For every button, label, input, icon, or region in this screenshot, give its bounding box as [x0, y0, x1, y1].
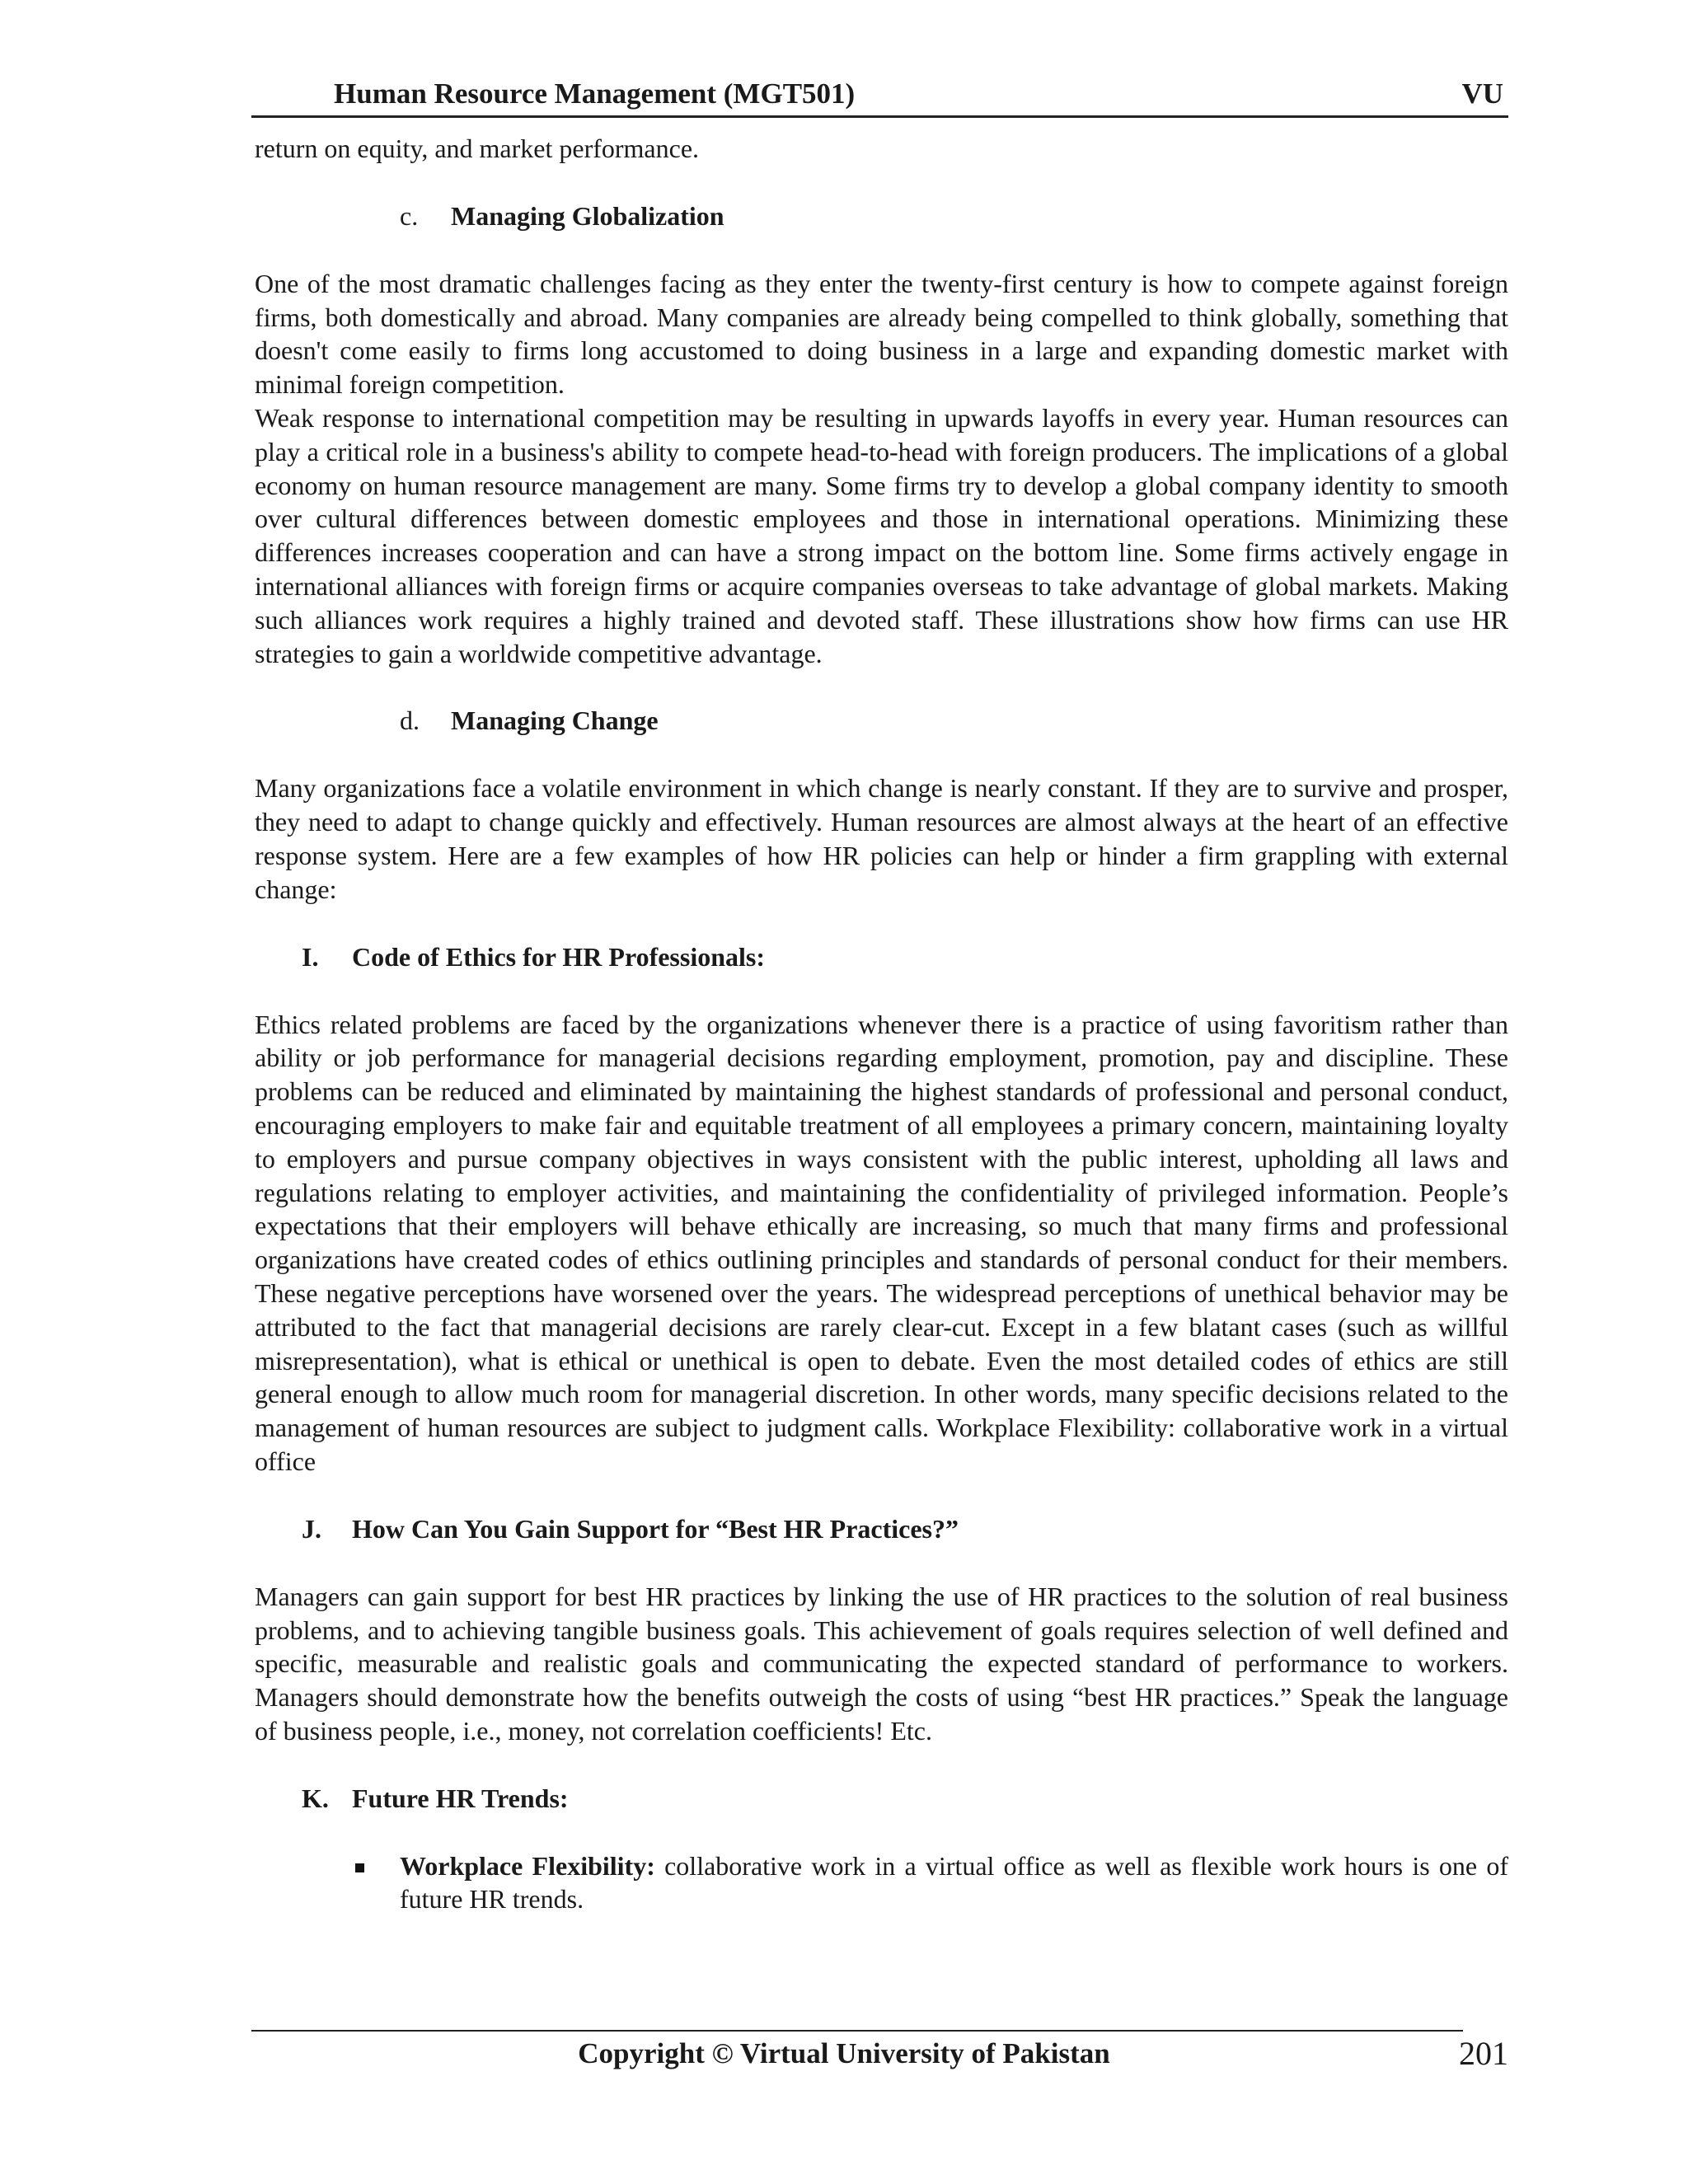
header-institution: VU [1461, 77, 1503, 110]
section-i-title: Code of Ethics for HR Professionals: [352, 941, 766, 972]
section-k-title: Future HR Trends: [352, 1783, 569, 1813]
bullet-label: Workplace Flexibility: [400, 1850, 655, 1881]
section-i-paragraph-1: Ethics related problems are faced by the organizations whenever there is a practice of using favoritism rather than ability or job performance for managerial decisions regarding employment, promotion, pay and discipline. These problems can be reduced and eliminated by maintaining the highest standards of professional and personal conduct, encouraging employers to make fair and equitable treatment of all employees a primary concern, maintaining loyalty to employers and pursue company objectives in ways consistent with the public interest, upholding all laws and regulations relating to employer activities, and maintaining the confidentiality of privileged information. People’s expectations that their employers will behave ethically are increasing, so much that many firms and professional organizations have created codes of ethics outlining principles and standards of personal conduct for their members. These negative perceptions have worsened over the years. The widespread perceptions of unethical behavior may be attributed to the fact that managerial decisions are rarely clear-cut. Except in a few blatant cases (such as willful misrepresentation), what is ethical or unethical is open to debate. Even the most detailed codes of ethics are still general enough to allow much room for managerial discretion. In other words, many specific decisions related to the management of human resources are subject to judgment calls. Workplace Flexibility: collaborative work in a virtual office [255, 1009, 1508, 1476]
section-j-title: How Can You Gain Support for “Best HR Practices?” [352, 1513, 959, 1544]
bullet-text: collaborative work in a virtual office as well as flexible work hours is one of future HR trends. [400, 1850, 1509, 1915]
section-c-paragraph-1: One of the most dramatic challenges facing as they enter the twenty-first century is how to compete against foreign firms, both domestically and abroad. Many companies are already being compelled to think globally, something that doesn't come easily to firms long accustomed to doing business in a large and expanding domestic market with minimal foreign competition. [255, 268, 1508, 400]
section-j-paragraph-1: Managers can gain support for best HR practices by linking the use of HR practices to the solution of real business problems, and to achieving tangible business goals. This achievement of goals requires selection of well defined and specific, measurable and realistic goals and communicating the expected standard of performance to workers. Managers should demonstrate how the benefits outweigh the costs of using “best HR practices.” Speak the language of business people, i.e., money, not correlation coefficients! Etc. [255, 1581, 1508, 1746]
section-j-letter: J. [302, 1513, 321, 1544]
section-d-paragraph-1: Many organizations face a volatile environment in which change is nearly constant. If they are to survive and prosper, they need to adapt to change quickly and effectively. Human resources are almost always at the heart of an effective response system. Here are a few examples of how HR policies can help or hinder a firm grappling with external change: [255, 773, 1508, 904]
square-bullet-icon [355, 1863, 364, 1872]
section-d-heading [255, 704, 1508, 738]
section-i-heading [255, 940, 1508, 974]
page-number: 201 [1459, 2035, 1508, 2072]
list-item [255, 1849, 1508, 1917]
section-c-title: Managing Globalization [451, 200, 724, 231]
section-k-heading [255, 1782, 1508, 1816]
section-d-letter: d. [400, 705, 420, 736]
footer-copyright: Copyright © Virtual University of Pakistan [578, 2037, 1110, 2069]
section-c-heading [255, 199, 1508, 233]
section-i-letter: I. [302, 941, 319, 972]
section-c-letter: c. [400, 200, 419, 231]
section-c-paragraph-2: Weak response to international competition may be resulting in upwards layoffs in every year. Human resources can play a critical role in a business's ability to compete head-to-head with foreign producers. The implications of a global economy on human resource management are many. Some firms try to develop a global company identity to smooth over cultural differences between domestic employees and those in international operations. Minimizing these differences increases cooperation and can have a strong impact on the bottom line. Some firms actively engage in international alliances with foreign firms or acquire companies overseas to take advantage of global markets. Making such alliances work requires a highly trained and devoted staff. These illustrations show how firms can use HR strategies to gain a worldwide competitive advantage. [255, 402, 1508, 668]
section-k-letter: K. [302, 1783, 329, 1813]
footer-divider [251, 2030, 1463, 2032]
page-content [255, 132, 1508, 1916]
intro-line: return on equity, and market performance. [255, 134, 700, 163]
section-j-heading [255, 1512, 1508, 1546]
header-title: Human Resource Management (MGT501) [334, 77, 856, 110]
section-d-title: Managing Change [451, 705, 659, 736]
page-header [251, 74, 1508, 118]
